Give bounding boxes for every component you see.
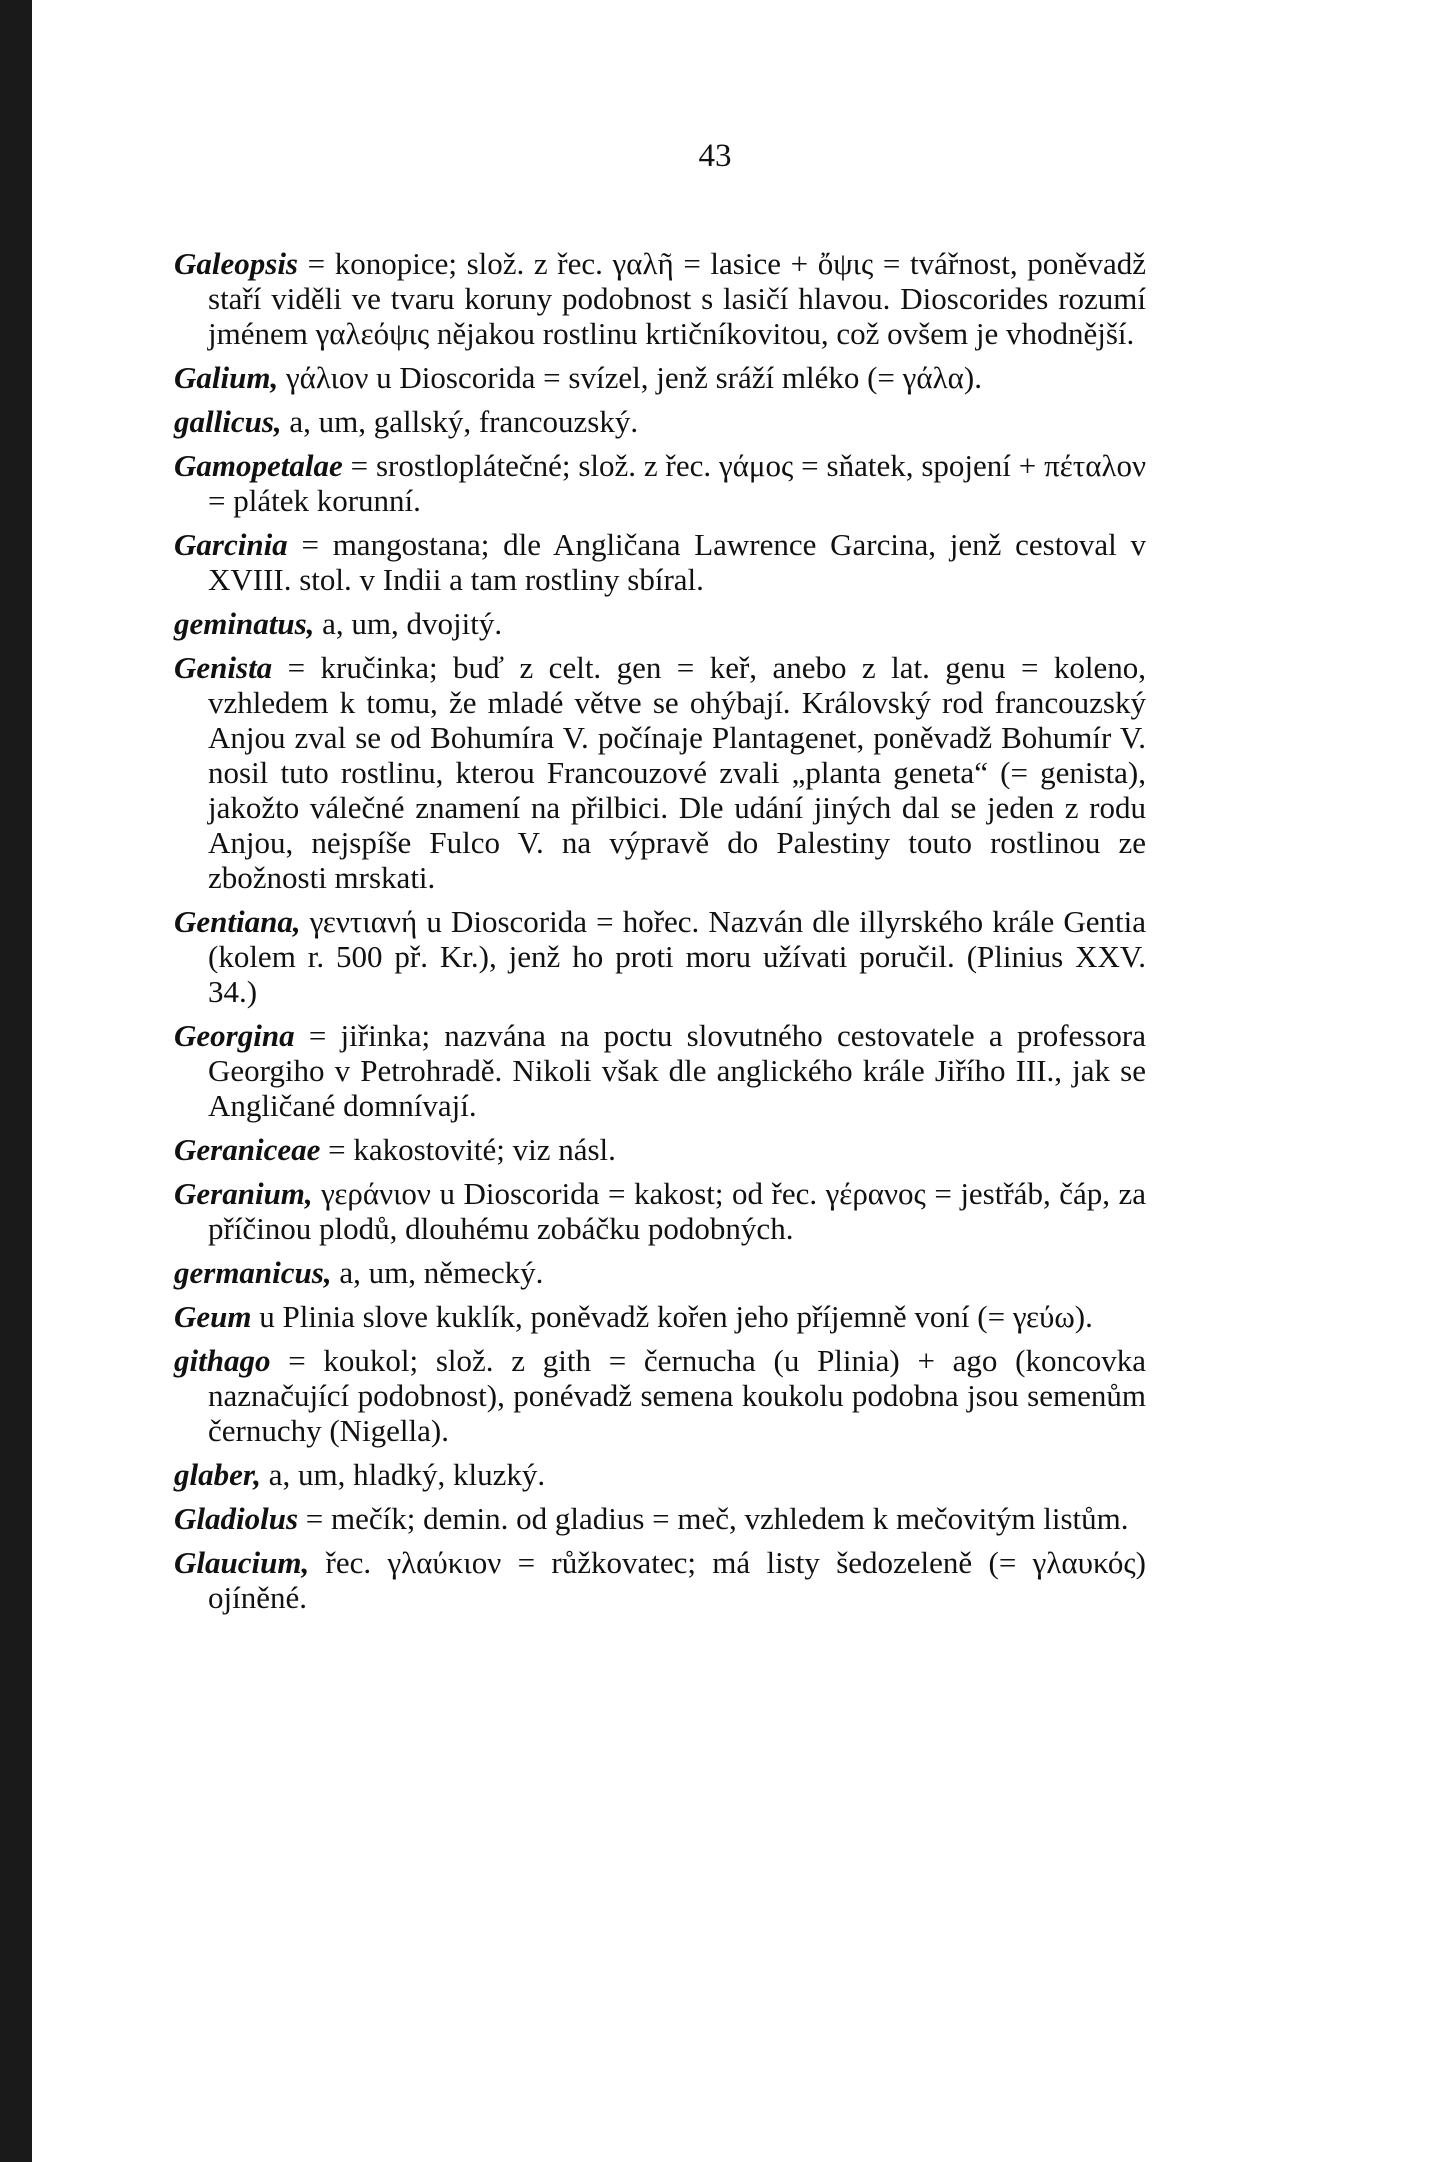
dictionary-entry xyxy=(174,606,1146,641)
entry-definition: = kručinka; buď z celt. gen = keř, anebo z lat. genu = koleno, vzhledem k tomu, že mladé větve se ohýbají. Královský rod francouzský Anjou zval se od Bohumíra V. počínaje Plantagenet, poněvadž Bohumír V. nosil tuto rostlinu, kterou Francouzové zvali „planta geneta“ (= genista), jakožto válečné znamení na přilbici. Dle udání jiných dal se jeden z rodu Anjou, nejspíše Fulco V. na výpravě do Palestiny touto rostlinou ze zbožnosti mrskati. xyxy=(208,650,1146,895)
entry-headword: Garcinia xyxy=(174,527,288,562)
entry-headword: Geraniceae xyxy=(174,1132,321,1167)
dictionary-entry xyxy=(174,904,1146,1009)
entry-headword: githago xyxy=(174,1343,271,1378)
page-number: 43 xyxy=(698,138,732,174)
dictionary-entry xyxy=(174,448,1146,518)
entry-headword: Galium, xyxy=(174,360,279,395)
entry-definition: u Plinia slove kuklík, poněvadž kořen jeho příjemně voní (= γεύω). xyxy=(251,1299,1093,1334)
entry-definition: = mangostana; dle Angličana Lawrence Garcina, jenž cestoval v XVIII. stol. v Indii a tam rostliny sbíral. xyxy=(208,527,1146,597)
entry-definition: a, um, dvojitý. xyxy=(314,606,503,641)
entry-definition: = koukol; slož. z gith = černucha (u Plinia) + ago (koncovka naznačující podobnost), ponévadž semena koukolu podobna jsou semenům černuchy (Nigella). xyxy=(208,1343,1146,1448)
entry-definition: = srostloplátečné; slož. z řec. γάμος = sňatek, spojení + πέταλον = plátek korunní. xyxy=(208,448,1146,518)
entry-headword: Galeopsis xyxy=(174,246,298,281)
dictionary-entry xyxy=(174,1132,1146,1167)
entry-definition: = kakostovité; viz násl. xyxy=(320,1132,616,1167)
dictionary-entry xyxy=(174,1018,1146,1123)
dictionary-entry xyxy=(174,360,1146,395)
entry-headword: germanicus, xyxy=(174,1255,332,1290)
dictionary-entry xyxy=(174,650,1146,895)
entry-headword: Georgina xyxy=(174,1018,295,1053)
dictionary-entry xyxy=(174,246,1146,351)
entry-headword: Gladiolus xyxy=(174,1501,299,1536)
entry-headword: Geum xyxy=(174,1299,252,1334)
entry-definition: = mečík; demin. od gladius = meč, vzhledem k mečovitým listům. xyxy=(298,1501,1129,1536)
page-edge-shadow xyxy=(0,0,32,2162)
entry-definition: řec. γλαύκιον = růžkovatec; má listy šedozeleně (= γλαυκός) ojíněné. xyxy=(208,1545,1146,1615)
dictionary-entry xyxy=(174,1176,1146,1246)
entry-definition: γεράνιον u Dioscorida = kakost; od řec. γέρανος = jestřáb, čáp, za příčinou plodů, dlouhému zobáčku podobných. xyxy=(208,1176,1146,1246)
entry-headword: Glaucium, xyxy=(174,1545,310,1580)
entry-headword: geminatus, xyxy=(174,606,315,641)
dictionary-entry xyxy=(174,404,1146,439)
dictionary-entry xyxy=(174,1501,1146,1536)
entry-definition: γεντιανή u Dioscorida = hořec. Nazván dle illyrského krále Gentia (kolem r. 500 př. Kr.), jenž ho proti moru užívati poručil. (Plinius XXV. 34.) xyxy=(208,904,1146,1009)
entry-definition: a, um, německý. xyxy=(331,1255,544,1290)
entry-headword: glaber, xyxy=(174,1457,261,1492)
entry-headword: Gamopetalae xyxy=(174,448,343,483)
entry-headword: Genista xyxy=(174,650,273,685)
entry-definition: = jiřinka; nazvána na poctu slovutného cestovatele a professora Georgiho v Petrohradě. Nikoli však dle anglického krále Jiřího III., jak se Angličané domnívají. xyxy=(208,1018,1146,1123)
dictionary-entry xyxy=(174,1299,1146,1334)
entry-definition: a, um, hladký, kluzký. xyxy=(260,1457,546,1492)
dictionary-entries xyxy=(174,246,1146,1624)
dictionary-entry xyxy=(174,1545,1146,1615)
entry-definition: a, um, gallský, francouzský. xyxy=(281,404,639,439)
dictionary-entry xyxy=(174,1457,1146,1492)
dictionary-entry xyxy=(174,1255,1146,1290)
dictionary-entry xyxy=(174,1343,1146,1448)
entry-headword: Gentiana, xyxy=(174,904,301,939)
dictionary-entry xyxy=(174,527,1146,597)
entry-definition: = konopice; slož. z řec. γαλῆ = lasice + ὄψις = tvářnost, poněvadž staří viděli ve tvaru koruny podobnost s lasičí hlavou. Dioscorides rozumí jménem γαλεόψις nějakou rostlinu krtičníkovitou, což ovšem je vhodnější. xyxy=(208,246,1146,351)
entry-headword: Geranium, xyxy=(174,1176,313,1211)
entry-headword: gallicus, xyxy=(174,404,282,439)
entry-definition: γάλιον u Dioscorida = svízel, jenž sráží mléko (= γάλα). xyxy=(278,360,982,395)
